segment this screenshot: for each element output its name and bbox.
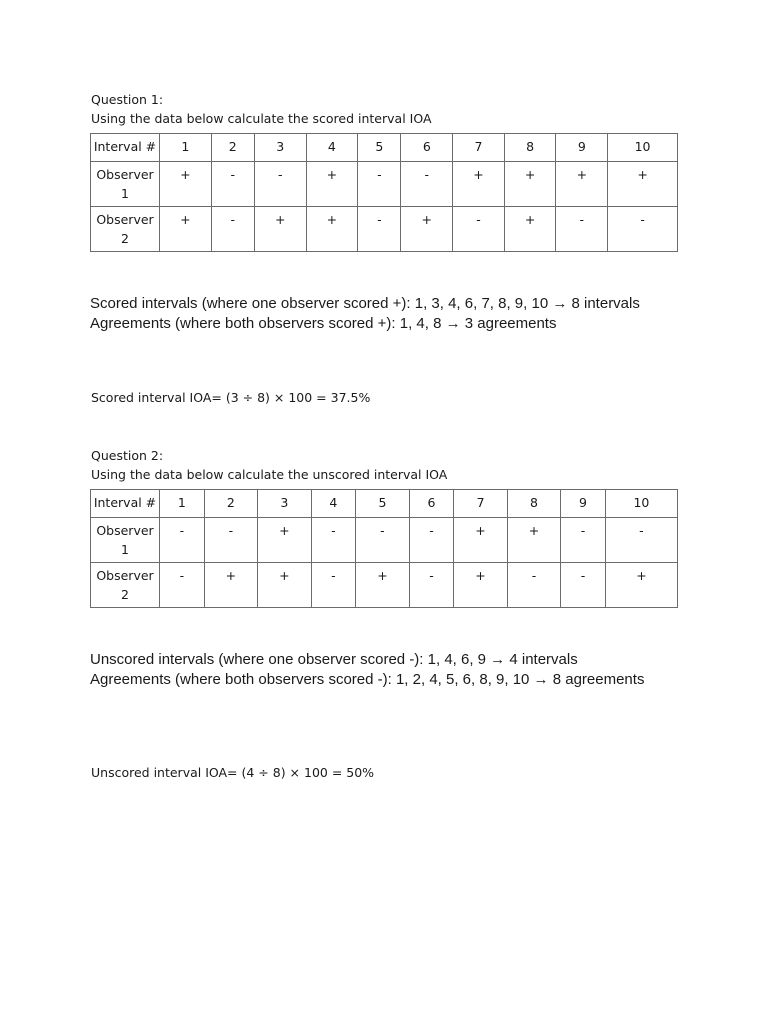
header-cell: Interval # bbox=[91, 490, 160, 518]
q1-instruction: Using the data below calculate the scored interval IOA bbox=[91, 111, 432, 126]
value-cell: - bbox=[160, 563, 205, 608]
table-row bbox=[91, 563, 678, 608]
header-cell: 6 bbox=[409, 490, 454, 518]
header-cell: 4 bbox=[306, 134, 358, 162]
row-label-cell bbox=[91, 162, 160, 207]
header-cell: Interval # bbox=[91, 134, 160, 162]
value-cell: + bbox=[504, 162, 556, 207]
value-cell: - bbox=[608, 207, 678, 252]
header-cell: 1 bbox=[160, 490, 205, 518]
header-cell: 8 bbox=[504, 134, 556, 162]
row-label-line: 2 bbox=[121, 587, 129, 602]
row-label-line: 2 bbox=[121, 231, 129, 246]
value-cell: + bbox=[504, 207, 556, 252]
value-cell: - bbox=[356, 518, 409, 563]
row-label-line: Observer bbox=[96, 523, 154, 538]
table-row bbox=[91, 207, 678, 252]
row-label-cell bbox=[91, 563, 160, 608]
value-cell: - bbox=[358, 162, 401, 207]
value-cell: + bbox=[454, 563, 507, 608]
value-cell: - bbox=[561, 563, 606, 608]
header-cell: 2 bbox=[204, 490, 257, 518]
header-cell: 10 bbox=[605, 490, 677, 518]
value-cell: + bbox=[306, 162, 358, 207]
row-label-line: Observer bbox=[96, 212, 154, 227]
value-cell: + bbox=[605, 563, 677, 608]
value-cell: + bbox=[258, 518, 311, 563]
header-cell: 5 bbox=[356, 490, 409, 518]
value-cell: + bbox=[608, 162, 678, 207]
row-label-line: 1 bbox=[121, 186, 129, 201]
value-cell: + bbox=[454, 518, 507, 563]
value-cell: - bbox=[204, 518, 257, 563]
value-cell: + bbox=[401, 207, 453, 252]
q1-agreements-line: Agreements (where both observers scored +): 1, 4, 8 → 3 agreements bbox=[90, 315, 557, 332]
value-cell: + bbox=[453, 162, 505, 207]
header-cell: 9 bbox=[561, 490, 606, 518]
value-cell: + bbox=[306, 207, 358, 252]
q1-data-table bbox=[90, 133, 678, 252]
table-row bbox=[91, 162, 678, 207]
value-cell: - bbox=[211, 162, 254, 207]
value-cell: - bbox=[358, 207, 401, 252]
header-cell: 3 bbox=[254, 134, 306, 162]
table-header-row bbox=[91, 134, 678, 162]
header-cell: 5 bbox=[358, 134, 401, 162]
value-cell: - bbox=[507, 563, 560, 608]
value-cell: - bbox=[605, 518, 677, 563]
value-cell: + bbox=[507, 518, 560, 563]
value-cell: + bbox=[258, 563, 311, 608]
header-cell: 7 bbox=[454, 490, 507, 518]
value-cell: + bbox=[556, 162, 608, 207]
row-label-cell bbox=[91, 207, 160, 252]
q2-unscored-intervals-line: Unscored intervals (where one observer scored -): 1, 4, 6, 9 → 4 intervals bbox=[90, 651, 578, 668]
value-cell: - bbox=[160, 518, 205, 563]
q1-heading: Question 1: bbox=[91, 92, 164, 107]
value-cell: - bbox=[311, 518, 356, 563]
value-cell: + bbox=[160, 207, 212, 252]
q2-agreements-line: Agreements (where both observers scored -): 1, 2, 4, 5, 6, 8, 9, 10 → 8 agreements bbox=[90, 671, 645, 688]
row-label-line: Observer bbox=[96, 568, 154, 583]
value-cell: - bbox=[556, 207, 608, 252]
header-cell: 9 bbox=[556, 134, 608, 162]
q2-heading: Question 2: bbox=[91, 448, 164, 463]
value-cell: + bbox=[160, 162, 212, 207]
value-cell: + bbox=[254, 207, 306, 252]
value-cell: - bbox=[409, 518, 454, 563]
row-label-line: 1 bbox=[121, 542, 129, 557]
header-cell: 2 bbox=[211, 134, 254, 162]
table-header-row bbox=[91, 490, 678, 518]
value-cell: - bbox=[561, 518, 606, 563]
value-cell: - bbox=[311, 563, 356, 608]
value-cell: - bbox=[453, 207, 505, 252]
value-cell: - bbox=[211, 207, 254, 252]
q2-instruction: Using the data below calculate the unscored interval IOA bbox=[91, 467, 448, 482]
q2-data-table bbox=[90, 489, 678, 608]
value-cell: + bbox=[204, 563, 257, 608]
q2-result: Unscored interval IOA= (4 ÷ 8) × 100 = 50% bbox=[91, 765, 375, 780]
header-cell: 1 bbox=[160, 134, 212, 162]
value-cell: - bbox=[409, 563, 454, 608]
header-cell: 6 bbox=[401, 134, 453, 162]
row-label-line: Observer bbox=[96, 167, 154, 182]
header-cell: 3 bbox=[258, 490, 311, 518]
header-cell: 8 bbox=[507, 490, 560, 518]
value-cell: - bbox=[254, 162, 306, 207]
row-label-cell bbox=[91, 518, 160, 563]
table-row bbox=[91, 518, 678, 563]
header-cell: 10 bbox=[608, 134, 678, 162]
q1-result: Scored interval IOA= (3 ÷ 8) × 100 = 37.5% bbox=[91, 390, 371, 405]
header-cell: 4 bbox=[311, 490, 356, 518]
q1-scored-intervals-line: Scored intervals (where one observer scored +): 1, 3, 4, 6, 7, 8, 9, 10 → 8 intervals bbox=[90, 295, 640, 312]
header-cell: 7 bbox=[453, 134, 505, 162]
value-cell: - bbox=[401, 162, 453, 207]
value-cell: + bbox=[356, 563, 409, 608]
